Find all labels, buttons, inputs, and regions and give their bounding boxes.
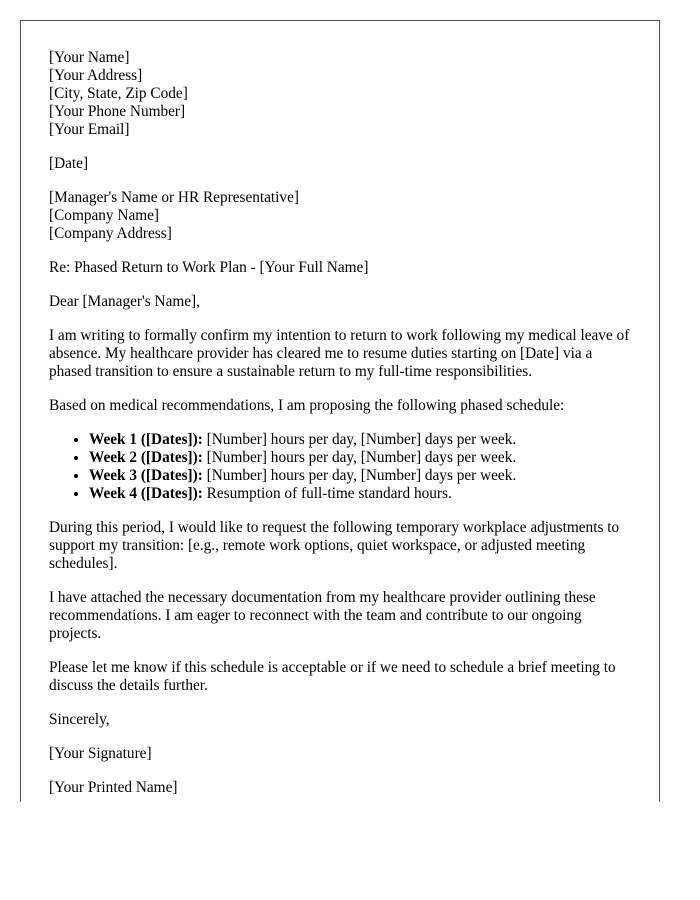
schedule-week-text: [Number] hours per day, [Number] days per week. bbox=[202, 431, 517, 448]
adjustments-paragraph: During this period, I would like to request the following temporary workplace adjustments to support my transition: [e.g., remote work options, quiet workspace, or adjusted meeting schedules]. bbox=[49, 519, 620, 572]
sender-city-state-zip: [City, State, Zip Code] bbox=[49, 85, 188, 102]
sender-email: [Your Email] bbox=[49, 121, 130, 138]
documentation-paragraph: I have attached the necessary documentation from my healthcare provider outlining these recommendations. I am eager to reconnect with the team and contribute to our ongoing projects. bbox=[49, 589, 596, 642]
list-item bbox=[89, 449, 633, 467]
salutation: Dear [Manager's Name], bbox=[49, 293, 200, 310]
letter-content bbox=[49, 49, 633, 802]
recipient-address: [Company Address] bbox=[49, 225, 172, 242]
list-item bbox=[89, 467, 633, 485]
list-item bbox=[89, 485, 633, 503]
subject-line: Re: Phased Return to Work Plan - [Your Full Name] bbox=[49, 259, 369, 276]
schedule-week-label: Week 1 ([Dates]): bbox=[89, 431, 203, 448]
sender-block bbox=[49, 49, 633, 139]
schedule-week-text: [Number] hours per day, [Number] days per week. bbox=[202, 467, 517, 484]
schedule-week-label: Week 2 ([Dates]): bbox=[89, 449, 203, 466]
recipient-block bbox=[49, 189, 633, 243]
letter-page bbox=[20, 20, 660, 802]
list-item bbox=[89, 431, 633, 449]
schedule-week-text: [Number] hours per day, [Number] days per week. bbox=[202, 449, 517, 466]
schedule-intro-paragraph: Based on medical recommendations, I am proposing the following phased schedule: bbox=[49, 397, 565, 414]
schedule-list bbox=[49, 431, 633, 503]
schedule-week-text: Resumption of full-time standard hours. bbox=[202, 485, 452, 502]
schedule-week-label: Week 3 ([Dates]): bbox=[89, 467, 203, 484]
signature: [Your Signature] bbox=[49, 745, 152, 762]
sender-name: [Your Name] bbox=[49, 49, 130, 66]
recipient-name: [Manager's Name or HR Representative] bbox=[49, 189, 299, 206]
date-line: [Date] bbox=[49, 155, 89, 172]
intro-paragraph: I am writing to formally confirm my intention to return to work following my medical leave of absence. My healthcare provider has cleared me to resume duties starting on [Date] via a phased transition to ensure a sustainable return to my full-time responsibilities. bbox=[49, 327, 630, 380]
recipient-company: [Company Name] bbox=[49, 207, 160, 224]
sender-address: [Your Address] bbox=[49, 67, 143, 84]
closing: Sincerely, bbox=[49, 711, 110, 728]
sender-phone: [Your Phone Number] bbox=[49, 103, 186, 120]
closing-request-paragraph: Please let me know if this schedule is acceptable or if we need to schedule a brief meeting to discuss the details further. bbox=[49, 659, 616, 694]
schedule-week-label: Week 4 ([Dates]): bbox=[89, 485, 203, 502]
printed-name: [Your Printed Name] bbox=[49, 779, 178, 796]
